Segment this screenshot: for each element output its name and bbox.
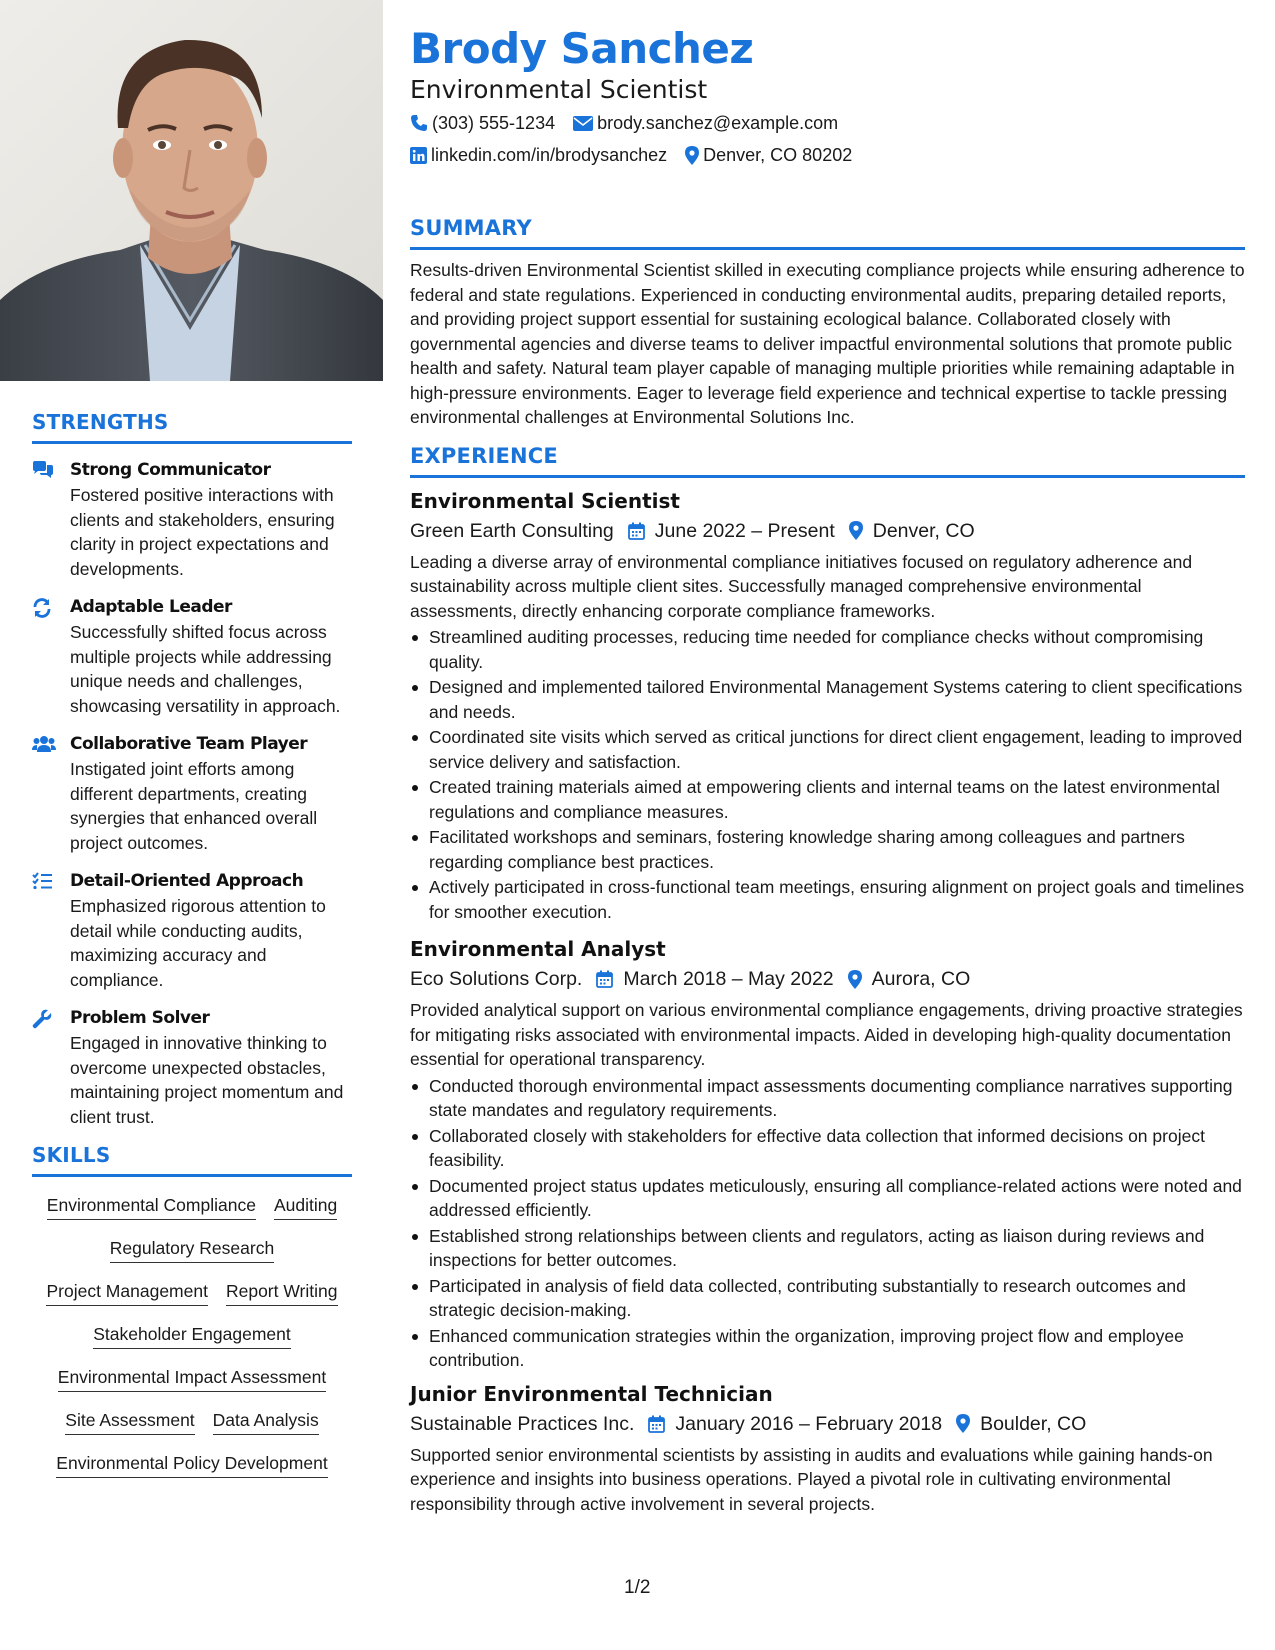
- job-description: Provided analytical support on various environmental compliance engagements, driving proactive strategies for mitigating risks associated with environmental impacts. Aided in developing high-quality documentation essential for operational transparency.: [410, 1000, 1243, 1069]
- linkedin-icon: [410, 147, 427, 164]
- strength-desc: Fostered positive interactions with clients and stakeholders, ensuring clarity in project expectations and developments.: [70, 485, 335, 579]
- strength-name: Adaptable Leader: [70, 597, 232, 617]
- job-location: Boulder, CO: [980, 1412, 1087, 1435]
- skills-list: [32, 1193, 352, 1478]
- profile-photo: [0, 0, 383, 381]
- bullet-item: Coordinated site visits which served as critical junctions for direct client engagement, leading to improved service delivery and satisfaction.: [410, 725, 1245, 774]
- sync-icon: [32, 595, 70, 718]
- skill-tag: Regulatory Research: [110, 1236, 274, 1263]
- skill-tag: Environmental Impact Assessment: [58, 1365, 326, 1392]
- job-meta: [410, 516, 1245, 546]
- main-content: [410, 24, 1245, 1516]
- strength-desc: Emphasized rigorous attention to detail while conducting audits, maximizing accuracy and compliance.: [70, 896, 326, 990]
- job-bullets: [410, 625, 1245, 924]
- location-text: Denver, CO 80202: [703, 145, 853, 165]
- comments-icon: [32, 458, 70, 581]
- checklist-icon: [32, 869, 70, 992]
- linkedin-text: linkedin.com/in/brodysanchez: [431, 145, 668, 165]
- calendar-icon: [648, 1415, 665, 1433]
- job-title: Environmental Analyst: [410, 937, 666, 961]
- bullet-item: Collaborated closely with stakeholders for effective data collection that informed decisions on project feasibility.: [410, 1124, 1245, 1173]
- candidate-role: Environmental Scientist: [410, 75, 708, 104]
- strength-desc: Successfully shifted focus across multiple projects while addressing unique needs and challenges, showcasing versatility in approach.: [70, 622, 341, 716]
- bullet-item: Designed and implemented tailored Environmental Management Systems catering to client specifications and needs.: [410, 675, 1245, 724]
- envelope-icon: [573, 116, 593, 131]
- strength-item: [32, 595, 352, 718]
- skill-tag: Project Management: [46, 1279, 207, 1306]
- skill-tag: Site Assessment: [65, 1408, 194, 1435]
- map-pin-icon: [685, 146, 699, 165]
- sidebar: [0, 0, 383, 1650]
- job-meta: [410, 964, 1245, 994]
- summary-heading: SUMMARY: [410, 216, 532, 240]
- skill-tag: Data Analysis: [213, 1408, 319, 1435]
- phone-contact[interactable]: [410, 108, 555, 138]
- job-dates: January 2016 – February 2018: [675, 1412, 943, 1435]
- job-description: Leading a diverse array of environmental compliance initiatives focused on regulatory adherence and sustainability across multiple client sites. Successfully managed comprehensive environmental assessments, directly enhancing corporate compliance frameworks.: [410, 551, 1193, 621]
- experience-divider: [410, 475, 1245, 478]
- map-pin-icon: [848, 970, 862, 989]
- job-title: Junior Environmental Technician: [410, 1381, 773, 1406]
- skill-tag: Environmental Compliance: [47, 1193, 256, 1220]
- skill-tag: Report Writing: [226, 1279, 338, 1306]
- strength-desc: Engaged in innovative thinking to overcome unexpected obstacles, maintaining project momentum and client trust.: [70, 1033, 344, 1127]
- calendar-icon: [596, 970, 613, 988]
- strength-item: [32, 1006, 352, 1129]
- experience-heading: EXPERIENCE: [410, 443, 558, 468]
- page-number: 1/2: [624, 1577, 651, 1598]
- skill-tag: Environmental Policy Development: [56, 1451, 327, 1478]
- wrench-icon: [32, 1006, 70, 1129]
- job-location: Denver, CO: [872, 519, 975, 542]
- job-bullets: [410, 1074, 1245, 1373]
- job-entry: [410, 934, 1245, 1373]
- bullet-item: Conducted thorough environmental impact assessments documenting compliance narratives supporting state mandates and regulatory requirements.: [410, 1074, 1245, 1123]
- strength-desc: Instigated joint efforts among different departments, creating synergies that enhanced overall project outcomes.: [70, 759, 318, 853]
- bullet-item: Documented project status updates meticulously, ensuring all compliance-related actions were noted and addressed efficiently.: [410, 1174, 1245, 1223]
- email-text: brody.sanchez@example.com: [597, 113, 839, 133]
- linkedin-contact[interactable]: [410, 140, 667, 170]
- map-pin-icon: [849, 521, 863, 540]
- bullet-item: Established strong relationships between clients and regulators, acting as liaison during reviews and inspections for better outcomes.: [410, 1224, 1245, 1273]
- email-contact[interactable]: [573, 108, 838, 138]
- bullet-item: Streamlined auditing processes, reducing time needed for compliance checks without compromising quality.: [410, 625, 1245, 674]
- sidebar-content: [32, 410, 352, 1478]
- bullet-item: Enhanced communication strategies within the organization, improving project flow and employee contribution.: [410, 1324, 1245, 1373]
- skill-tag: Stakeholder Engagement: [93, 1322, 291, 1349]
- strength-name: Strong Communicator: [70, 460, 271, 480]
- location-contact: [685, 140, 852, 170]
- job-location: Aurora, CO: [871, 968, 971, 990]
- summary-text: Results-driven Environmental Scientist skilled in executing compliance projects while ensuring adherence to federal and state regulations. Experienced in conducting environmental audits, preparing detailed reports, and providing project support essential for sustaining ecological balance. Collaborated closely with governmental agencies and diverse teams to deliver impactful environmental solutions that promote public health and safety. Natural team player capable of managing multiple priorities while remaining adaptable in high-pressure environments. Eager to leverage field experience and technical expertise to tackle pressing environmental challenges at Environmental Solutions Inc.: [410, 260, 1245, 427]
- job-meta: [410, 1409, 1245, 1439]
- contact-row-1: [410, 108, 1245, 138]
- job-entry: [410, 1379, 1245, 1517]
- summary-divider: [410, 247, 1245, 250]
- map-pin-icon: [956, 1414, 970, 1433]
- job-entry: [410, 486, 1245, 925]
- job-dates: June 2022 – Present: [654, 519, 835, 542]
- job-description: Supported senior environmental scientists by assisting in audits and evaluations while gaining hands-on experience and insights into business operations. Played a pivotal role in cultivating environmental responsibility through active involvement in several projects.: [410, 1444, 1213, 1514]
- strengths-list: [32, 458, 352, 1129]
- bullet-item: Participated in analysis of field data collected, contributing substantially to research outcomes and strategic decision-making.: [410, 1274, 1245, 1323]
- bullet-item: Created training materials aimed at empowering clients and internal teams on the latest environmental regulations and compliance measures.: [410, 775, 1245, 824]
- strength-name: Detail-Oriented Approach: [70, 871, 304, 891]
- company-name: Eco Solutions Corp.: [410, 968, 583, 990]
- company-name: Green Earth Consulting: [410, 519, 614, 542]
- users-icon: [32, 732, 70, 855]
- skills-divider: [32, 1174, 352, 1177]
- contact-row-2: [410, 140, 1245, 170]
- strengths-heading: STRENGTHS: [32, 410, 169, 434]
- experience-section: [410, 444, 1245, 1517]
- company-name: Sustainable Practices Inc.: [410, 1412, 635, 1435]
- summary-section: [410, 216, 1245, 430]
- strength-item: [32, 732, 352, 855]
- phone-text: (303) 555-1234: [432, 113, 556, 133]
- strength-item: [32, 869, 352, 992]
- phone-icon: [410, 114, 428, 132]
- strength-name: Collaborative Team Player: [70, 734, 308, 754]
- strength-item: [32, 458, 352, 581]
- bullet-item: Actively participated in cross-functional team meetings, ensuring alignment on project goals and timelines for smoother execution.: [410, 875, 1245, 924]
- skills-heading: SKILLS: [32, 1143, 111, 1167]
- strength-name: Problem Solver: [70, 1008, 210, 1028]
- skill-tag: Auditing: [274, 1193, 337, 1220]
- strengths-divider: [32, 441, 352, 444]
- candidate-name: Brody Sanchez: [410, 24, 754, 73]
- calendar-icon: [628, 522, 645, 540]
- job-dates: March 2018 – May 2022: [623, 968, 834, 990]
- job-title: Environmental Scientist: [410, 488, 680, 513]
- bullet-item: Facilitated workshops and seminars, fostering knowledge sharing among colleagues and partners regarding compliance best practices.: [410, 825, 1245, 874]
